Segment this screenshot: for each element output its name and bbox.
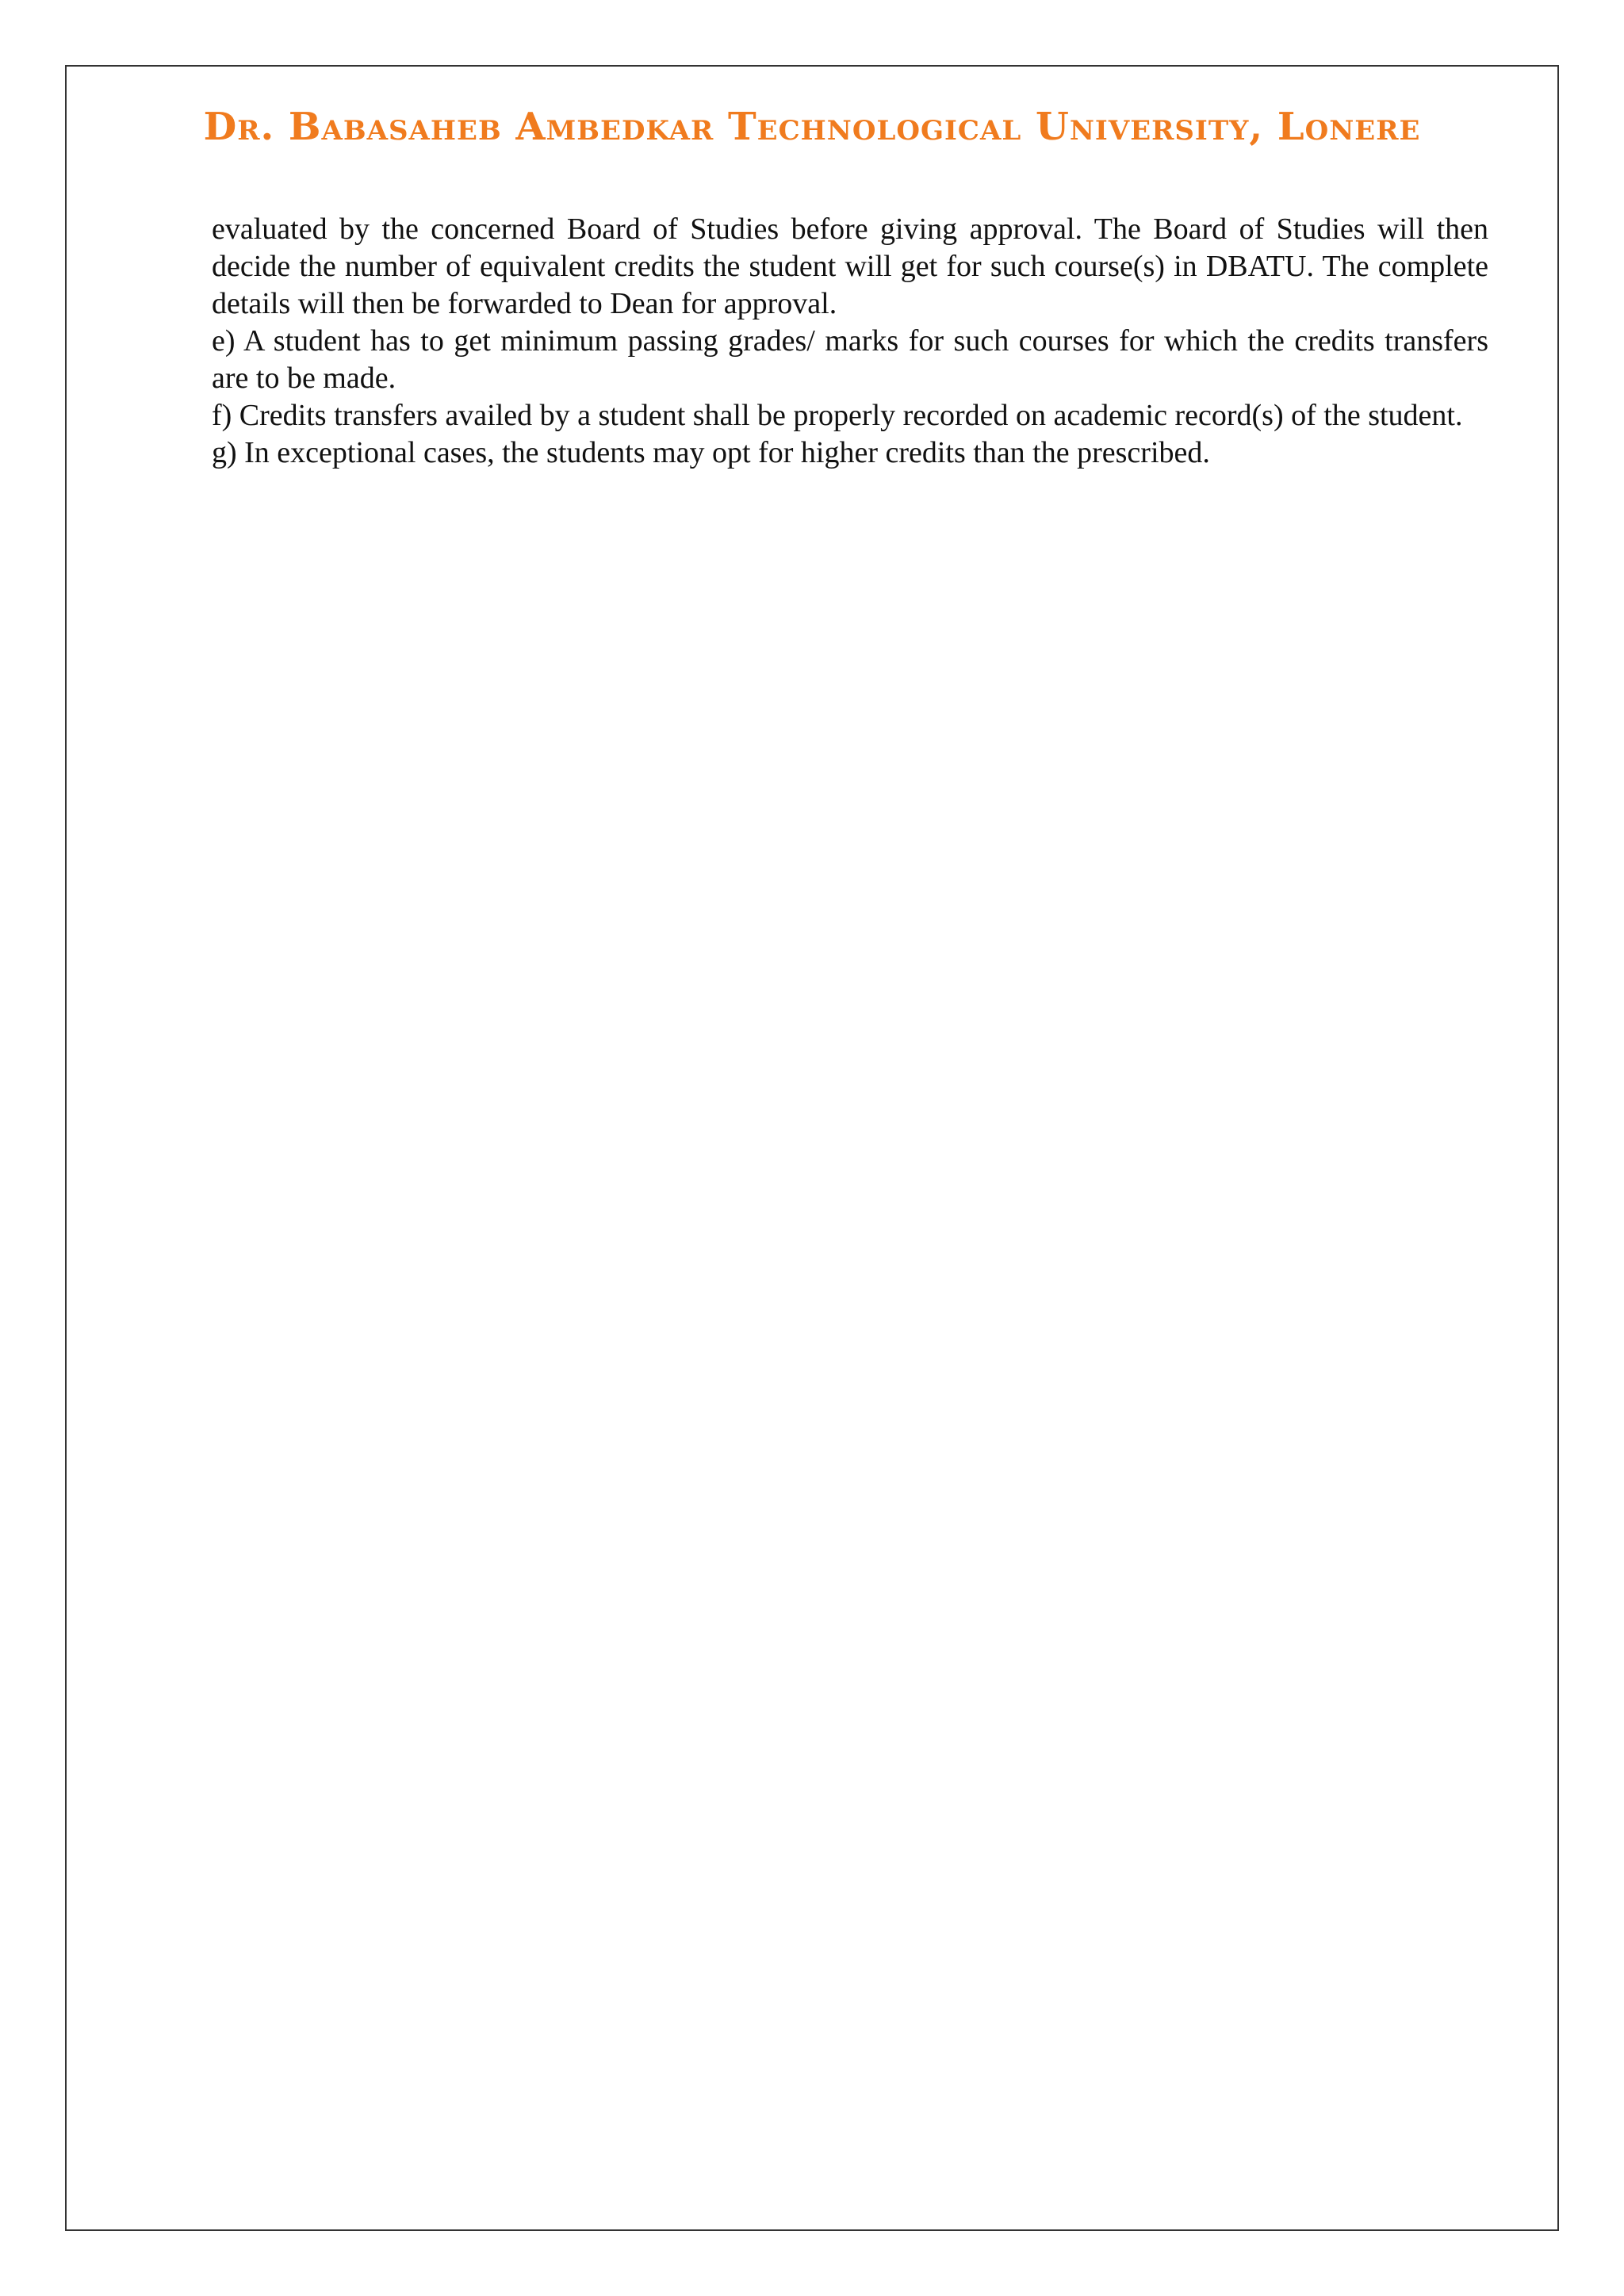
page-frame (65, 65, 1559, 2231)
document-body (212, 211, 1488, 472)
paragraph-item-g: g) In exceptional cases, the students may opt for higher credits than the prescribed. (212, 436, 1210, 469)
paragraph-item-e: e) A student has to get minimum passing grades/ marks for such courses for which the credits transfers are to be made. (212, 324, 1488, 395)
page-header-title: Dr. Babasaheb Ambedkar Technological University, Lonere (203, 105, 1421, 149)
paragraph-item-f: f) Credits transfers availed by a student shall be properly recorded on academic record(s) of the student. (212, 399, 1463, 432)
paragraph-continuation: evaluated by the concerned Board of Studies before giving approval. The Board of Studies will then decide the number of equivalent credits the student will get for such course(s) in DBATU. The complete details will then be forwarded to Dean for approval. (212, 212, 1488, 320)
